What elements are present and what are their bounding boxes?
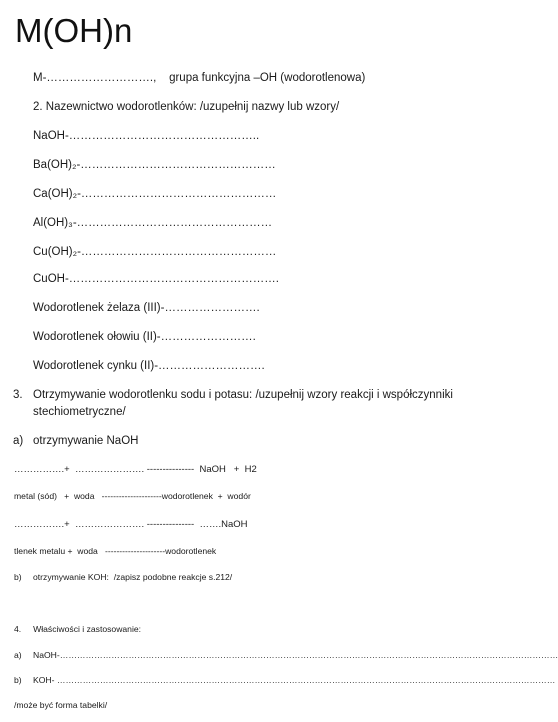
list-item: Ca(OH)₂-……………………………………………: [33, 188, 277, 200]
section4-item-label: a): [14, 650, 22, 660]
section2-heading: 2. Nazewnictwo wodorotlenków: /uzupełnij nazwy lub wzory/: [33, 101, 340, 113]
list-item: Cu(OH)₂-……………………………………………: [33, 246, 277, 258]
list-item: Ba(OH)₂-……………………………………………: [33, 159, 276, 171]
section3-number: 3.: [13, 389, 23, 401]
intro-line: M-………………………., grupa funkcyjna –OH (wodorotlenowa): [33, 72, 366, 84]
section3-heading: Otrzymywanie wodorotlenku sodu i potasu: /uzupełnij wzory reakcji i współczynniki: [33, 389, 453, 401]
section4-item: NaOH-…………………………………………………………………………………………………………………………………………………………: [33, 650, 558, 660]
section3-heading-continued: stechiometryczne/: [33, 406, 126, 418]
list-item: CuOH-……………………………………………….: [33, 273, 279, 285]
list-item: Wodorotlenek ołowiu (II)-…………………….: [33, 331, 256, 343]
part-b-label: b): [14, 572, 22, 582]
section4-item: KOH- …………………………………………………………………………………………………………………………………………………………: [33, 675, 556, 685]
section4-heading: 4. Właściwości i zastosowanie:: [14, 624, 142, 634]
equation-1: …………….+ …………………. --------------- NaOH + H2: [14, 464, 257, 475]
part-b-text: otrzymywanie KOH: /zapisz podobne reakcje s.212/: [33, 572, 233, 582]
list-item: Al(OH)₃-……………………………………………: [33, 217, 273, 229]
section4-note: /może być forma tabelki/: [14, 700, 108, 710]
section4-item-label: b): [14, 675, 22, 685]
equation-2: …………….+ …………………. --------------- …….NaOH: [14, 519, 248, 530]
part-a-label: a): [13, 435, 24, 447]
equation-1-caption: metal (sód) + woda ---------------------wodorotlenek + wodór: [14, 491, 251, 501]
list-item: Wodorotlenek żelaza (III)-…………………….: [33, 302, 260, 314]
list-item: Wodorotlenek cynku (II)-……………………….: [33, 360, 265, 372]
page-title: M(OH)n: [15, 12, 133, 49]
list-item: NaOH-…………………………………………..: [33, 130, 260, 142]
equation-2-caption: tlenek metalu + woda ---------------------wodorotlenek: [14, 546, 217, 556]
part-a-title: otrzymywanie NaOH: [33, 435, 139, 447]
